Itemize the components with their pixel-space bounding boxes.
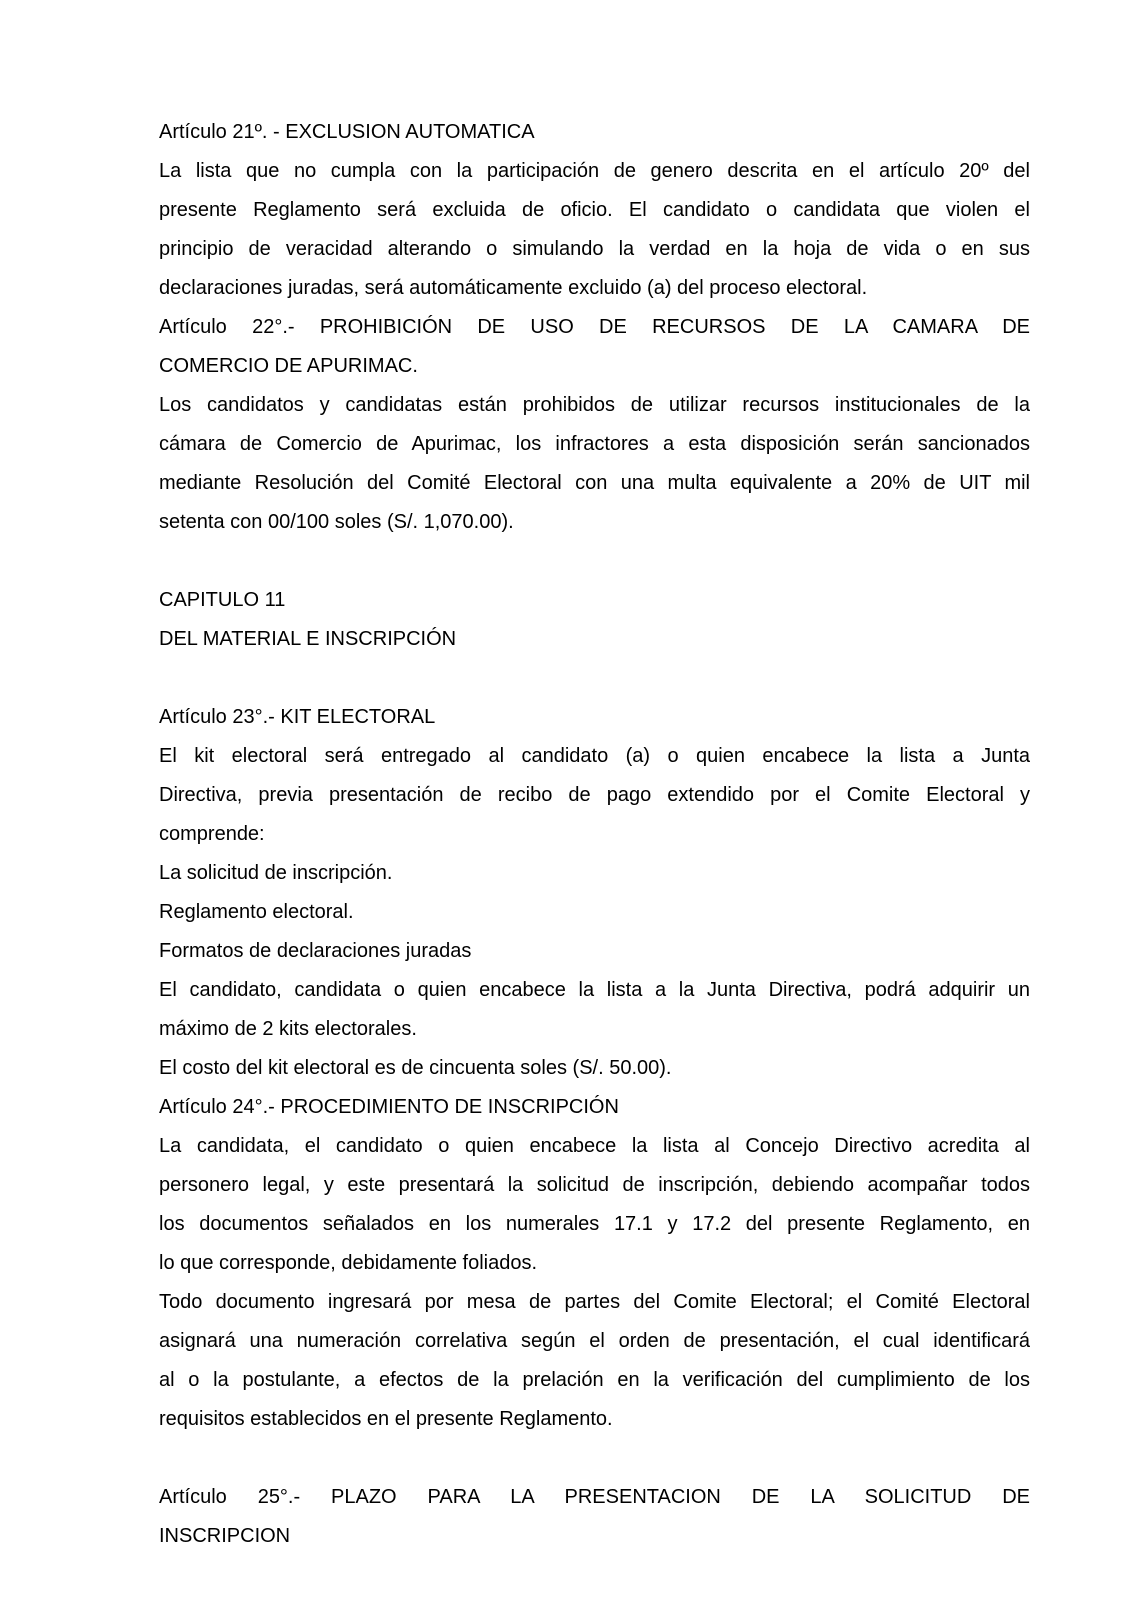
article-24-text-line: La candidata, el candidato o quien encabece la lista al Concejo Directivo acredita al	[159, 1135, 1030, 1157]
article-21-text-line: La lista que no cumpla con la participación de genero descrita en el artículo 20º del	[159, 160, 1030, 182]
article-22-text-line: Los candidatos y candidatas están prohibidos de utilizar recursos institucionales de la	[159, 394, 1030, 416]
article-24-text-line: asignará una numeración correlativa según el orden de presentación, el cual identificará	[159, 1330, 1030, 1352]
article-24-heading: Artículo 24°.- PROCEDIMIENTO DE INSCRIPCIÓN	[159, 1096, 619, 1118]
article-21-heading: Artículo 21º. - EXCLUSION AUTOMATICA	[159, 121, 535, 143]
article-23-text-line: comprende:	[159, 823, 265, 845]
blank-line	[159, 542, 1030, 581]
article-25-heading: INSCRIPCION	[159, 1525, 291, 1547]
kit-item: Formatos de declaraciones juradas	[159, 940, 472, 962]
kit-item: La solicitud de inscripción.	[159, 862, 393, 884]
article-21-text-line: presente Reglamento será excluida de oficio. El candidato o candidata que violen el	[159, 199, 1030, 221]
blank-line	[159, 1439, 1030, 1478]
article-22-text-line: setenta con 00/100 soles (S/. 1,070.00).	[159, 511, 514, 533]
article-21-text-line: declaraciones juradas, será automáticamente excluido (a) del proceso electoral.	[159, 277, 868, 299]
article-23-text-line: El kit electoral será entregado al candidato (a) o quien encabece la lista a Junta	[159, 745, 1030, 767]
kit-cost: El costo del kit electoral es de cincuenta soles (S/. 50.00).	[159, 1057, 672, 1079]
article-23-text-line: máximo de 2 kits electorales.	[159, 1018, 417, 1040]
article-23-text-line: Directiva, previa presentación de recibo de pago extendido por el Comite Electoral y	[159, 784, 1030, 806]
article-23-text-line: El candidato, candidata o quien encabece la lista a la Junta Directiva, podrá adquirir un	[159, 979, 1030, 1001]
article-24-text-line: lo que corresponde, debidamente foliados.	[159, 1252, 538, 1274]
blank-line	[159, 659, 1030, 698]
article-21-text-line: principio de veracidad alterando o simulando la verdad en la hoja de vida o en sus	[159, 238, 1030, 260]
article-24-text-line: personero legal, y este presentará la solicitud de inscripción, debiendo acompañar todos	[159, 1174, 1030, 1196]
article-23-heading: Artículo 23°.- KIT ELECTORAL	[159, 706, 436, 728]
article-24-text-line: requisitos establecidos en el presente Reglamento.	[159, 1408, 613, 1430]
chapter-number: CAPITULO 11	[159, 589, 286, 611]
article-22-text-line: mediante Resolución del Comité Electoral con una multa equivalente a 20% de UIT mil	[159, 472, 1030, 494]
kit-item: Reglamento electoral.	[159, 901, 354, 923]
chapter-title: DEL MATERIAL E INSCRIPCIÓN	[159, 628, 457, 650]
article-24-text-line: Todo documento ingresará por mesa de partes del Comite Electoral; el Comité Electoral	[159, 1291, 1030, 1313]
article-22-text-line: cámara de Comercio de Apurimac, los infractores a esta disposición serán sancionados	[159, 433, 1030, 455]
article-24-text-line: al o la postulante, a efectos de la prelación en la verificación del cumplimiento de los	[159, 1369, 1030, 1391]
article-22-heading: Artículo 22°.- PROHIBICIÓN DE USO DE RECURSOS DE LA CAMARA DE	[159, 316, 1030, 338]
page-content	[159, 113, 1030, 1556]
article-25-heading: Artículo 25°.- PLAZO PARA LA PRESENTACION DE LA SOLICITUD DE	[159, 1486, 1030, 1508]
article-24-text-line: los documentos señalados en los numerales 17.1 y 17.2 del presente Reglamento, en	[159, 1213, 1030, 1235]
article-22-heading: COMERCIO DE APURIMAC.	[159, 355, 418, 377]
